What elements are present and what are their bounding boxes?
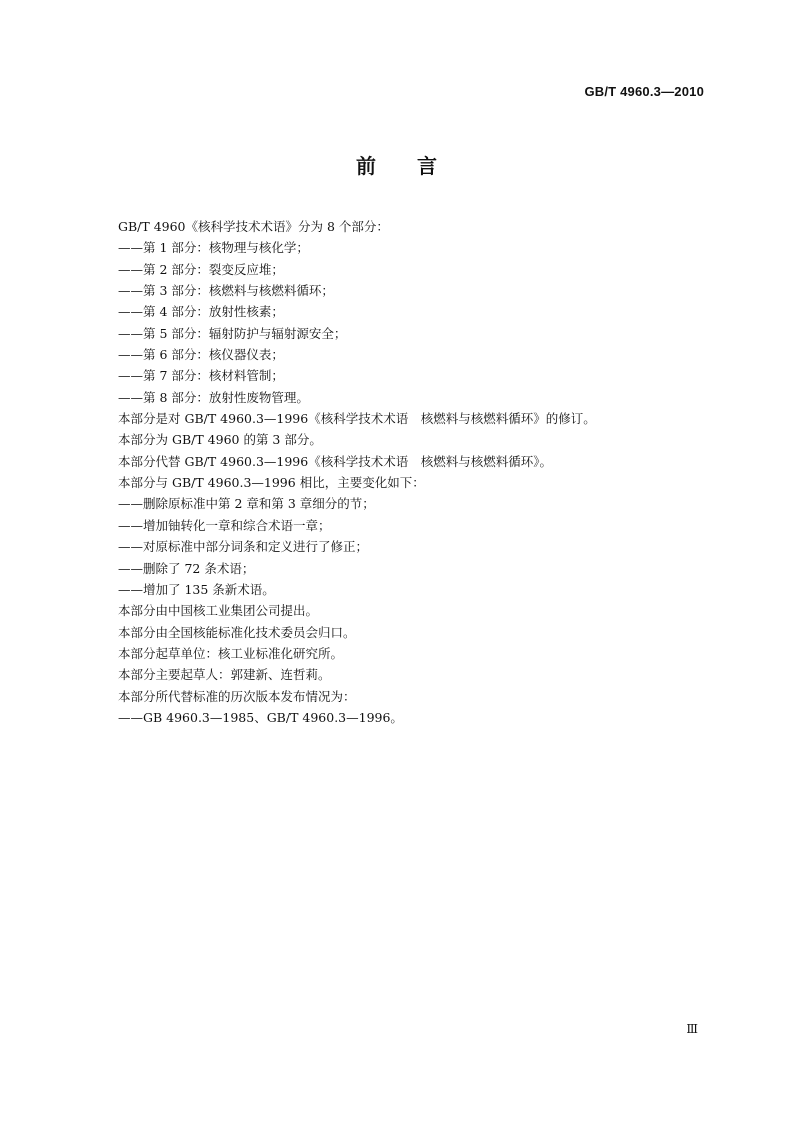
body-line: ——第 2 部分：裂变反应堆；: [118, 261, 284, 277]
body-line: GB/T 4960《核科学技术术语》分为 8 个部分：: [118, 219, 389, 234]
page-title: [0, 150, 794, 179]
body-line: ——第 1 部分：核物理与核化学；: [118, 240, 309, 256]
body-line: 本部分代替 GB/T 4960.3—1996《核科学技术术语 核燃料与核燃料循环》。: [118, 453, 552, 469]
body-line: 本部分所代替标准的历次版本发布情况为：: [118, 688, 356, 704]
page-number: Ⅲ: [686, 1022, 698, 1036]
body-line: ——删除原标准中第 2 章和第 3 章细分的节；: [118, 496, 375, 512]
body-line: ——第 4 部分：放射性核素；: [118, 304, 284, 320]
body-line: ——第 7 部分：核材料管制；: [118, 368, 284, 384]
body-line: 本部分起草单位：核工业标准化研究所。: [118, 645, 344, 661]
body-line: ——第 5 部分：辐射防护与辐射源安全；: [118, 325, 347, 341]
body-line: 本部分由中国核工业集团公司提出。: [118, 603, 319, 619]
body-line: 本部分由全国核能标准化技术委员会归口。: [118, 624, 356, 640]
body-line: 本部分为 GB/T 4960 的第 3 部分。: [118, 432, 322, 448]
body-line: 本部分主要起草人：郭建新、连哲莉。: [118, 667, 331, 683]
body-line: 本部分与 GB/T 4960.3—1996 相比，主要变化如下：: [118, 475, 425, 491]
page-title-part-2: 言: [417, 154, 438, 178]
page-title-part-1: 前: [356, 154, 377, 178]
standard-code: GB/T 4960.3—2010: [584, 84, 704, 99]
body-line: ——增加铀转化一章和综合术语一章；: [118, 517, 331, 533]
body-line: 本部分是对 GB/T 4960.3—1996《核科学技术术语 核燃料与核燃料循环》的修订。: [118, 411, 596, 427]
body-line: ——第 6 部分：核仪器仪表；: [118, 347, 284, 363]
body-line: ——GB 4960.3—1985、GB/T 4960.3—1996。: [118, 709, 403, 725]
body-line: ——增加了 135 条新术语。: [118, 581, 275, 597]
foreword-body: [118, 216, 718, 728]
body-line: ——第 8 部分：放射性废物管理。: [118, 389, 309, 405]
body-line: ——对原标准中部分词条和定义进行了修正；: [118, 539, 369, 555]
body-line: ——删除了 72 条术语；: [118, 560, 255, 576]
body-line: ——第 3 部分：核燃料与核燃料循环；: [118, 283, 334, 299]
